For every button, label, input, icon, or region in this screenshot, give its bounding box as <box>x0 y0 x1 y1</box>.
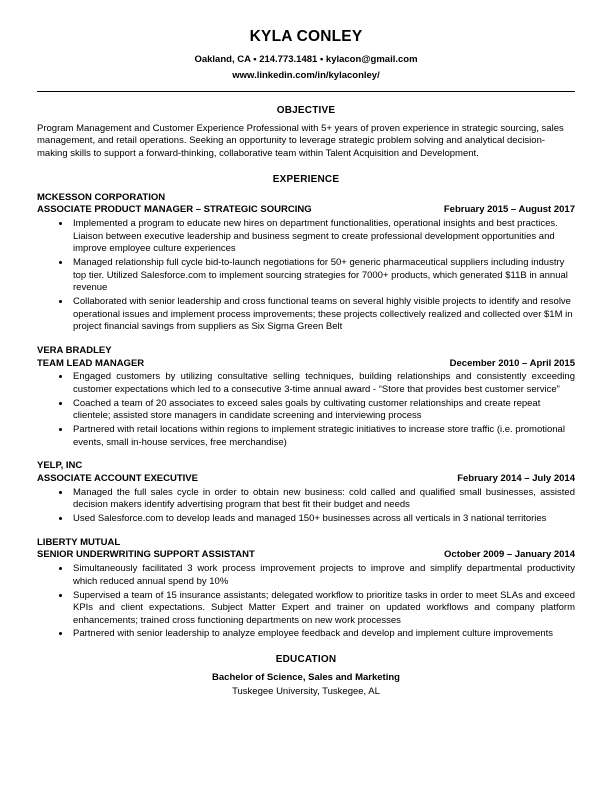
job-title-row <box>37 549 575 562</box>
job-dates: October 2009 – January 2014 <box>444 549 575 561</box>
bullet-list <box>37 563 575 641</box>
job-entry-mckesson <box>37 192 575 334</box>
job-entry-yelp <box>37 460 575 526</box>
bullet-item: • Managed the full sales cycle in order to obtain new business: cold called and qualified small businesses, assisted decision makers identify advertising program that best fit their budget and needs <box>71 487 575 512</box>
bullet-item: • Used Salesforce.com to develop leads and managed 150+ businesses across all verticals in 3 national territories <box>71 513 575 526</box>
company-name: LIBERTY MUTUAL <box>37 536 121 548</box>
job-title: SENIOR UNDERWRITING SUPPORT ASSISTANT <box>37 549 255 561</box>
objective-heading: OBJECTIVE <box>276 104 336 116</box>
linkedin-line: www.linkedin.com/in/kylaconley/ <box>232 69 380 81</box>
job-title-row <box>37 204 575 217</box>
bullet-item: • Partnered with senior leadership to analyze employee feedback and develop and implement culture improvements <box>71 628 575 641</box>
bullet-item: • Coached a team of 20 associates to exceed sales goals by cultivating customer relationships and create repeat clientele; assisted store managers in candidate screening and interviewing process <box>71 398 575 423</box>
bullet-item: • Implemented a program to educate new hires on department functionalities, operational insights and best practices. Liaison between executive leadership and business segment to create professional development opportunities and improve employee culture experiences <box>71 218 575 256</box>
bullet-item: • Simultaneously facilitated 3 work process improvement projects to improve and simplify departmental productivity which reduced annual spend by 10% <box>71 563 575 588</box>
job-dates: February 2015 – August 2017 <box>443 204 575 216</box>
education-section <box>37 654 575 697</box>
bullet-item: • Engaged customers by utilizing consultative selling techniques, building relationships and consistently exceeding customer expectations which led to a consecutive 3-time annual award - “Store that provides best customer service” <box>71 371 575 396</box>
company-name: YELP, INC <box>37 460 83 472</box>
header-divider <box>37 91 575 92</box>
job-dates: February 2014 – July 2014 <box>457 472 575 484</box>
resume-header <box>37 28 575 83</box>
job-title: TEAM LEAD MANAGER <box>37 357 145 369</box>
job-entry-vera-bradley <box>37 345 575 449</box>
company-name: VERA BRADLEY <box>37 344 112 356</box>
job-title-row <box>37 358 575 371</box>
school: Tuskegee University, Tuskegee, AL <box>232 686 380 697</box>
job-entry-liberty-mutual <box>37 537 575 641</box>
candidate-name: KYLA CONLEY <box>249 28 363 45</box>
objective-section <box>37 105 575 161</box>
job-dates: December 2010 – April 2015 <box>449 357 575 369</box>
bullet-list <box>37 487 575 526</box>
bullet-item: • Collaborated with senior leadership and cross functional teams on several highly visible projects to identify and resolve operational issues and implement process improvements; these projects collectively realized and collected over $1M in project financial savings from suppliers as Six Sigma Green Belt <box>71 296 575 334</box>
job-title-row <box>37 473 575 486</box>
experience-section <box>37 174 575 642</box>
company-name: MCKESSON CORPORATION <box>37 191 166 203</box>
job-title: ASSOCIATE PRODUCT MANAGER – STRATEGIC SOURCING <box>37 204 312 216</box>
education-heading: EDUCATION <box>275 654 337 665</box>
bullet-item: • Supervised a team of 15 insurance assistants; delegated workflow to prioritize tasks in order to meet SLAs and exceed KPIs and client expectations. Subject Matter Expert and trainer on updated workflows and company platform enhancements; trained cross functioning departments on new work processes <box>71 590 575 628</box>
degree: Bachelor of Science, Sales and Marketing <box>212 672 400 683</box>
bullet-item: • Managed relationship full cycle bid-to-launch negotiations for 50+ generic pharmaceutical suppliers including industry top tier. Utilized Salesforce.com to implement sourcing strategies for 7000+ products, which generated $11B in annual revenue <box>71 257 575 295</box>
bullet-list <box>37 218 575 334</box>
contact-line: Oakland, CA • 214.773.1481 • kylacon@gmail.com <box>194 54 418 65</box>
objective-text: Program Management and Customer Experience Professional with 5+ years of proven experience in strategic sourcing, sales management, and retail operations. Seeking an opportunity to leverage strategic problem solving and analytical decision-making skills to support a forward-thinking, collaborative team within Talent Acquisition and Development. <box>37 122 564 159</box>
job-title: ASSOCIATE ACCOUNT EXECUTIVE <box>37 472 198 484</box>
experience-heading: EXPERIENCE <box>272 173 340 185</box>
bullet-item: • Partnered with retail locations within regions to implement strategic initiatives to increase store traffic (i.e. promotional events, small in-house services, free merchandise) <box>71 424 575 449</box>
bullet-list <box>37 371 575 449</box>
